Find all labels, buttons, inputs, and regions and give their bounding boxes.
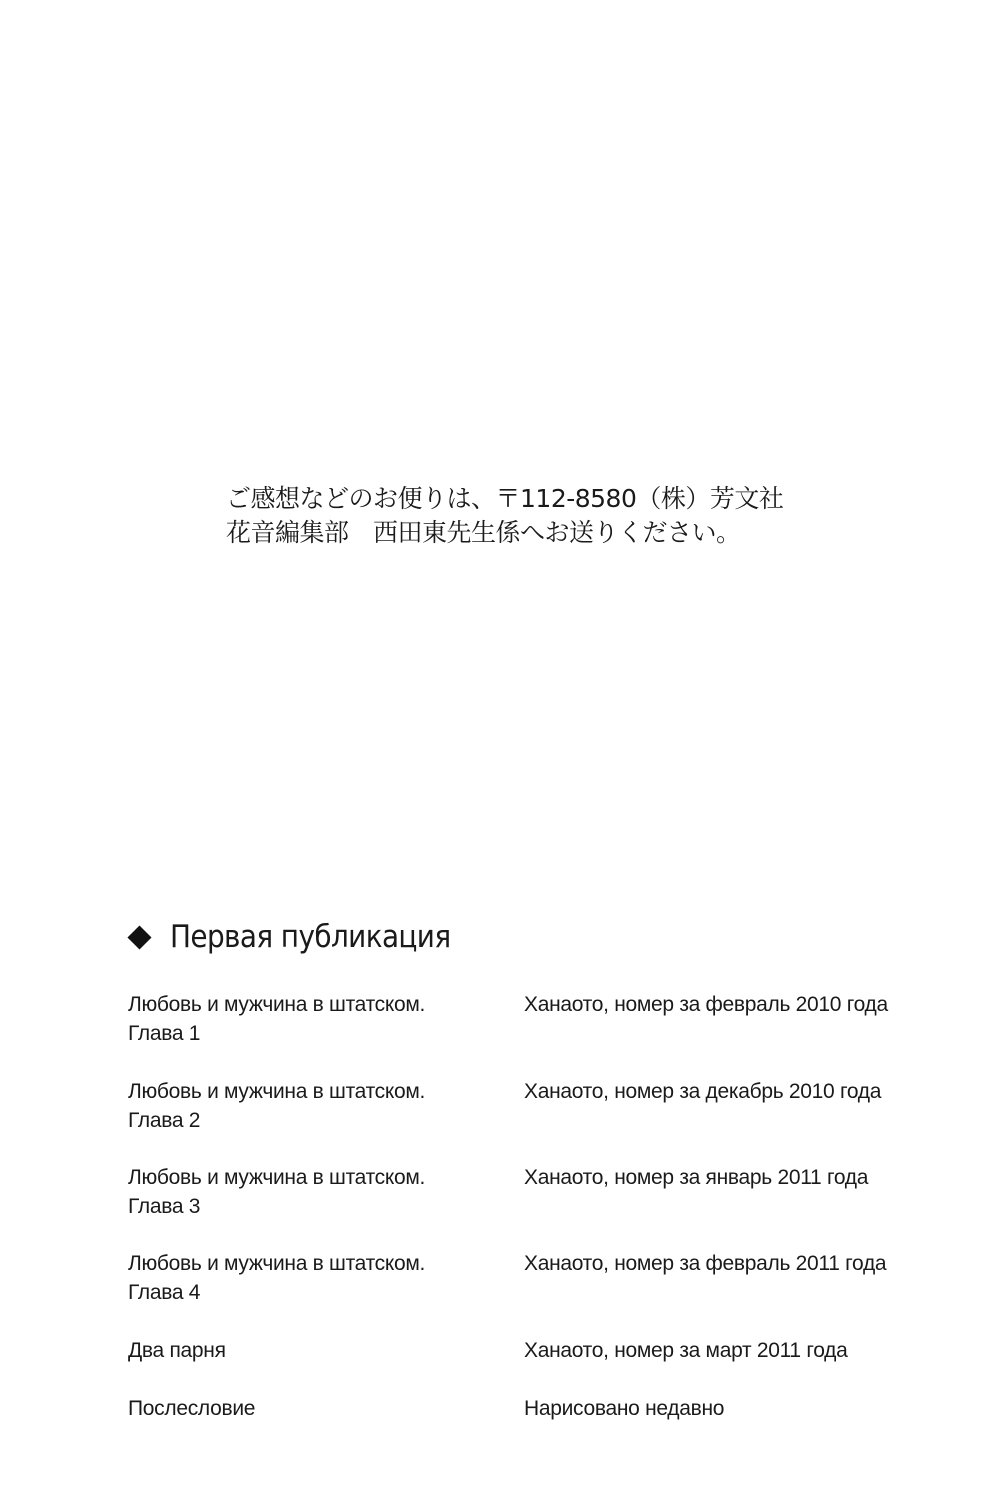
note-line-1: ご感想などのお便りは、〒112-8580（株）芳文社 xyxy=(226,484,784,513)
note-line-2: 花音編集部 西田東先生係へお送りください。 xyxy=(226,518,741,547)
item-title xyxy=(128,1394,508,1423)
item-source: Ханаото, номер за декабрь 2010 года xyxy=(524,1080,882,1103)
heading-text: Первая публикация xyxy=(170,919,451,955)
item-source: Ханаото, номер за февраль 2011 года xyxy=(524,1252,887,1275)
item-source: Ханаото, номер за март 2011 года xyxy=(524,1339,848,1362)
item-title xyxy=(128,990,508,1048)
item-title-main: Послесловие xyxy=(128,1397,256,1420)
item-source: Нарисовано недавно xyxy=(524,1397,725,1420)
item-source: Ханаото, номер за февраль 2010 года xyxy=(524,993,888,1016)
item-chapter: Глава 2 xyxy=(128,1109,201,1132)
item-title-main: Любовь и мужчина в штатском. xyxy=(128,993,426,1016)
item-chapter: Глава 1 xyxy=(128,1022,201,1045)
item-title-main: Любовь и мужчина в штатском. xyxy=(128,1080,426,1103)
item-title xyxy=(128,1336,508,1365)
item-title-main: Любовь и мужчина в штатском. xyxy=(128,1166,426,1189)
item-title xyxy=(128,1163,508,1221)
item-chapter: Глава 4 xyxy=(128,1281,201,1304)
reader-letters-note xyxy=(226,482,826,550)
item-title xyxy=(128,1249,508,1307)
item-title-main: Два парня xyxy=(128,1339,226,1362)
item-chapter: Глава 3 xyxy=(128,1195,201,1218)
diamond-bullet-icon xyxy=(127,925,151,949)
item-source: Ханаото, номер за январь 2011 года xyxy=(524,1166,869,1189)
item-title-main: Любовь и мужчина в штатском. xyxy=(128,1252,426,1275)
publication-heading xyxy=(128,913,451,961)
item-title xyxy=(128,1077,508,1135)
